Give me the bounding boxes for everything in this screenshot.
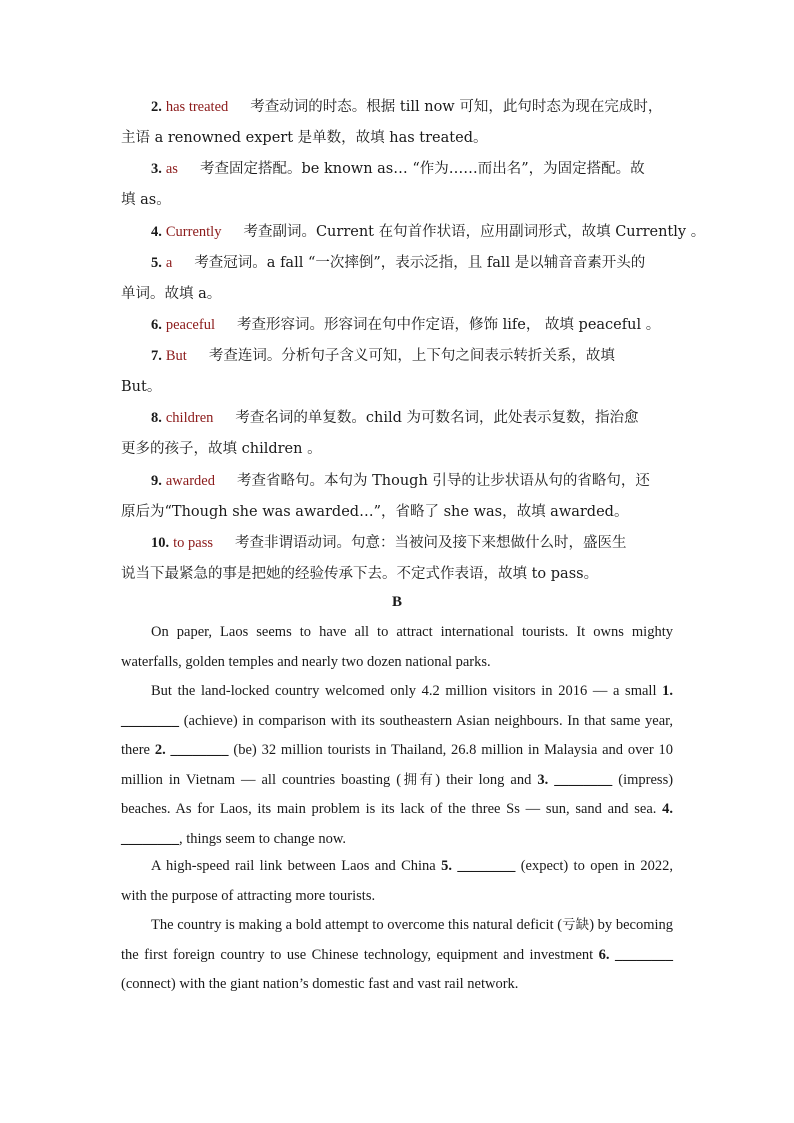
answer-2-line1 xyxy=(151,97,673,117)
answer-number: 8. xyxy=(151,410,162,426)
answer-explanation: 考查动词的时态。根据 till now 可知，此句时态为现在完成时， xyxy=(250,99,663,115)
answer-number: 2. xyxy=(151,99,162,115)
answer-2-line2: 主语 a renowned expert 是单数，故填 has treated。 xyxy=(121,130,488,146)
answer-explanation: 考查名词的单复数。child 为可数名词，此处表示复数，指治愈 xyxy=(235,410,639,426)
answer-number: 9. xyxy=(151,473,162,489)
answer-text: Currently xyxy=(165,224,222,240)
answer-9-line2: 原后为“Though she was awarded…”，省略了 she was，故填 awarded。 xyxy=(121,504,629,520)
answer-7-line1 xyxy=(151,346,673,366)
answer-7-line2: But。 xyxy=(121,379,162,395)
gloss-text: 拥有 xyxy=(401,771,436,788)
answer-explanation: 考查非谓语动词。句意：当被问及接下来想做什么时，盛医生 xyxy=(235,535,627,551)
answer-4-line1 xyxy=(151,222,706,242)
passage-text: (be) 32 million tourists in Thailand, 26.8 million in Malaysia and over 10 million in Vietnam — all countries boasting ( xyxy=(121,742,674,788)
passage-text: (achieve) in comparison with its southeastern Asian neighbours. In that same year, there xyxy=(121,712,674,758)
answer-explanation: 考查固定搭配。be known as… “作为……而出名”，为固定搭配。故 xyxy=(199,161,645,177)
answer-9-line1 xyxy=(151,471,673,491)
answer-6-line1 xyxy=(151,315,673,335)
passage-text: The country is making a bold attempt to overcome this natural deficit ( xyxy=(151,917,563,933)
passage-text: ) their long and xyxy=(435,771,532,788)
section-title: B xyxy=(391,594,402,610)
answer-5-line2: 单词。故填 a。 xyxy=(121,286,222,302)
answer-10-line2: 说当下最紧急的事是把她的经验传承下去。不定式作表语，故填 to pass。 xyxy=(121,566,599,582)
blank-5[interactable]: 5. ________ xyxy=(441,858,516,874)
answer-number: 10. xyxy=(151,535,170,551)
answer-text: But xyxy=(165,348,187,364)
answer-explanation: 考查省略句。本句为 Though 引导的让步状语从句的省略句，还 xyxy=(236,473,650,489)
answer-8-line2: 更多的孩子，故填 children 。 xyxy=(121,441,322,457)
passage-text: (expect) to open in 2022, with the purpose of attracting more tourists. xyxy=(121,858,673,904)
passage-text: , things seem to change now. xyxy=(179,830,346,847)
passage-paragraph-4 xyxy=(121,911,673,1000)
passage-paragraph-1: On paper, Laos seems to have all to attract international tourists. It owns mighty waterfalls, golden temples and nearly two dozen national parks. xyxy=(121,624,673,670)
answer-explanation: 考查副词。Current 在句首作状语，应用副词形式，故填 Currently 。 xyxy=(243,224,706,240)
answer-5-line1 xyxy=(151,253,673,273)
answer-number: 4. xyxy=(151,224,162,240)
answer-explanation: 考查连词。分析句子含义可知，上下句之间表示转折关系，故填 xyxy=(208,348,615,364)
answer-number: 7. xyxy=(151,348,162,364)
answer-number: 6. xyxy=(151,317,162,333)
gloss-text: 亏缺 xyxy=(562,917,590,933)
passage-text: A high‐speed rail link between Laos and China xyxy=(151,858,436,874)
answer-text: as xyxy=(165,161,178,177)
answer-number: 5. xyxy=(151,255,162,271)
answer-text: awarded xyxy=(165,473,215,489)
blank-4[interactable]: 4. ________ xyxy=(121,801,673,847)
blank-1[interactable]: 1. ________ xyxy=(121,683,673,729)
answer-text: has treated xyxy=(165,99,229,115)
answer-3-line1 xyxy=(151,159,673,179)
answer-8-line1 xyxy=(151,408,673,428)
passage-text: (connect) with the giant nation’s domestic fast and vast rail network. xyxy=(121,976,519,992)
passage-paragraph-2 xyxy=(121,677,673,854)
answer-explanation: 考查冠词。a fall “一次摔倒”，表示泛指，且 fall 是以辅音音素开头的 xyxy=(194,255,646,271)
answer-explanation: 考查形容词。形容词在句中作定语，修饰 life， 故填 peaceful 。 xyxy=(236,317,661,333)
passage-paragraph-3 xyxy=(121,852,673,911)
blank-6[interactable]: 6. ________ xyxy=(598,946,674,963)
passage-text: ) by becoming the first foreign country to use Chinese technology, equipment and investment xyxy=(121,917,674,963)
answer-text: to pass xyxy=(173,535,213,551)
blank-3[interactable]: 3. ________ xyxy=(537,771,613,788)
answer-10-line1 xyxy=(151,533,673,553)
answer-text: children xyxy=(165,410,214,426)
answer-number: 3. xyxy=(151,161,162,177)
blank-2[interactable]: 2. ________ xyxy=(154,742,229,758)
passage-text: But the land‐locked country welcomed only 4.2 million visitors in 2016 — a small xyxy=(151,683,657,699)
answer-text: peaceful xyxy=(165,317,215,333)
answer-text: a xyxy=(165,255,173,271)
passage-text: (impress) beaches. As for Laos, its main problem is its lack of the three Ss — sun, sand and sea. xyxy=(121,771,674,817)
answer-3-line2: 填 as。 xyxy=(121,192,171,208)
